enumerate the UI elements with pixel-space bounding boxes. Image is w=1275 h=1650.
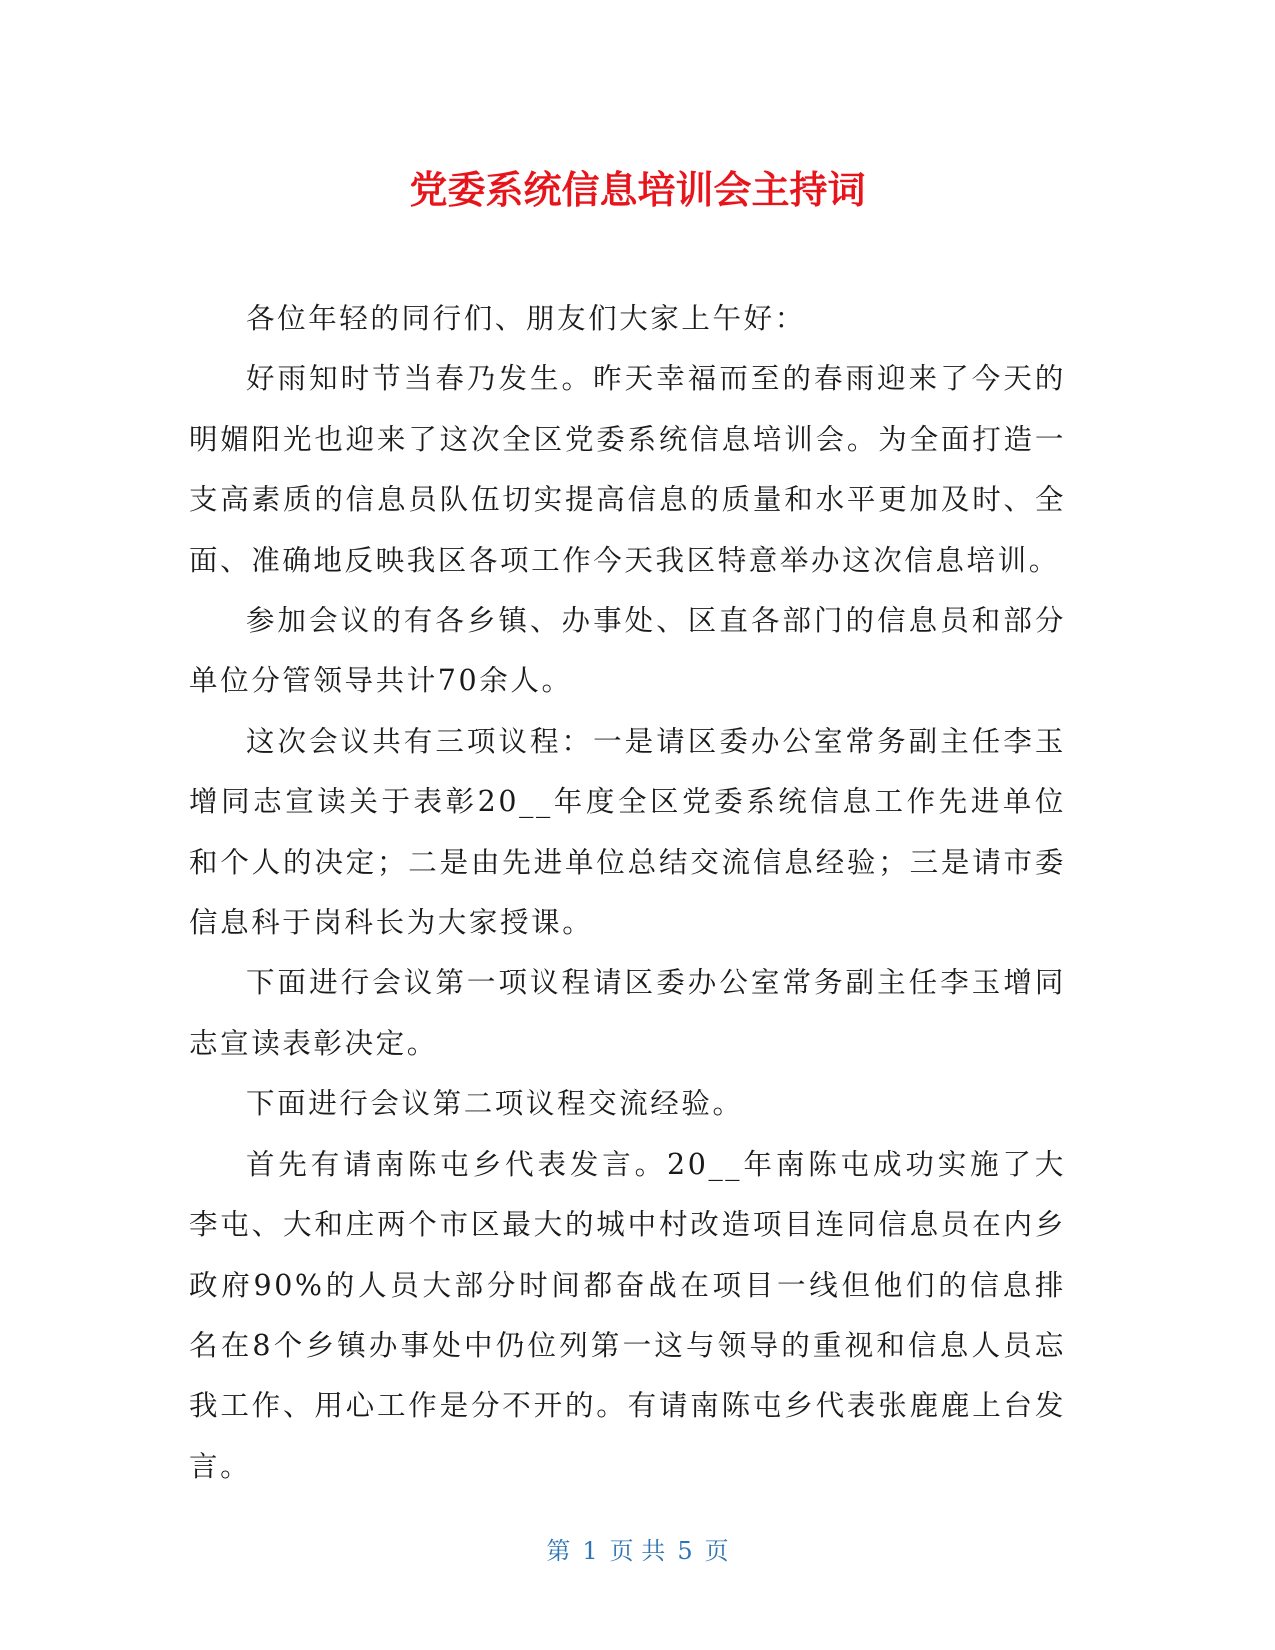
footer-page-prefix: 第 xyxy=(546,1537,571,1565)
paragraph-first-speaker: 首先有请南陈屯乡代表发言。20__年南陈屯成功实施了大李屯、大和庄两个市区最大的城中村改造项目连同信息员在内乡政府90%的人员大部分时间都奋战在项目一线但他们的信息排名在8个乡镇办事处中仍位列第一这与领导的重视和信息人员忘我工作、用心工作是分不开的。有请南陈屯乡代表张鹿鹿上台发言。 xyxy=(189,1147,1066,1483)
paragraph-opening: 好雨知时节当春乃发生。昨天幸福而至的春雨迎来了今天的明媚阳光也迎来了这次全区党委系统信息培训会。为全面打造一支高素质的信息员队伍切实提高信息的质量和水平更加及时、全面、准确地反映我区各项工作今天我区特意举办这次信息培训。 xyxy=(189,362,1066,577)
footer-page-middle: 页 共 xyxy=(609,1537,666,1565)
page-footer xyxy=(0,1536,1275,1566)
footer-total-pages: 5 xyxy=(677,1537,693,1565)
paragraph-agenda-item-2: 下面进行会议第二项议程交流经验。 xyxy=(246,1087,744,1121)
footer-current-page: 1 xyxy=(582,1537,598,1565)
document-body xyxy=(189,289,1066,1497)
paragraph-agenda: 这次会议共有三项议程：一是请区委办公室常务副主任李玉增同志宣读关于表彰20__年度全区党委系统信息工作先进单位和个人的决定；二是由先进单位总结交流信息经验；三是请市委信息科于岗科长为大家授课。 xyxy=(189,724,1066,940)
paragraph-greeting: 各位年轻的同行们、朋友们大家上午好： xyxy=(246,302,806,335)
page-title: 党委系统信息培训会主持词 xyxy=(409,168,866,212)
footer-page-suffix: 页 xyxy=(704,1537,729,1565)
paragraph-attendees: 参加会议的有各乡镇、办事处、区直各部门的信息员和部分单位分管领导共计70余人。 xyxy=(189,604,1066,698)
paragraph-agenda-item-1: 下面进行会议第一项议程请区委办公室常务副主任李玉增同志宣读表彰决定。 xyxy=(189,966,1066,1060)
